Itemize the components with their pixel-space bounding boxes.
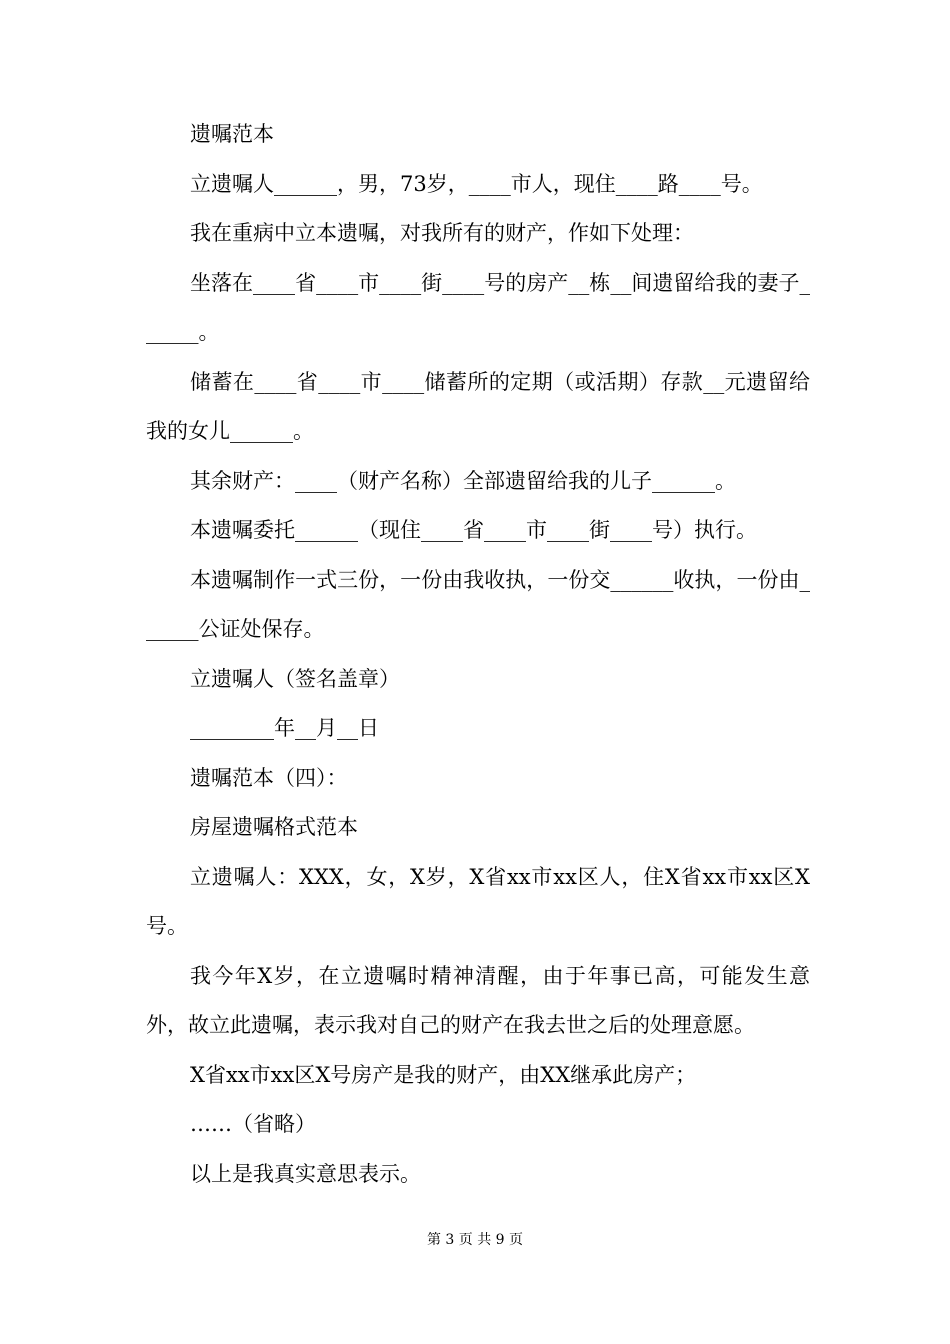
paragraph-closing: 以上是我真实意思表示。 [190, 1161, 421, 1186]
paragraph-executor: 本遗嘱委托______（现住____省____市____街____号）执行。 [190, 518, 757, 542]
paragraph-copies: 本遗嘱制作一式三份，一份由我收执，一份交______收执，一份由______公证处保存。 [146, 567, 810, 641]
paragraph-house-template-title: 房屋遗嘱格式范本 [190, 815, 358, 839]
paragraph-sample-four: 遗嘱范本（四）： [190, 765, 348, 790]
page-footer: 第 3 页 共 9 页 [426, 1232, 524, 1248]
paragraph-testator: 立遗嘱人______，男，73岁，____市人，现住____路____号。 [190, 171, 763, 196]
paragraph-statement: 我今年X岁，在立遗嘱时精神清醒，由于年事已高，可能发生意外，故立此遗嘱，表示我对自己的财产在我去世之后的处理意愿。 [146, 963, 810, 1037]
paragraph-testator-two: 立遗嘱人：XXX，女，X岁，X省xx市xx区人，住X省xx市xx区X号。 [146, 864, 810, 938]
paragraph-savings: 储蓄在____省____市____储蓄所的定期（或活期）存款__元遗留给我的女儿______。 [146, 369, 810, 443]
paragraph-intro: 我在重病中立本遗嘱，对我所有的财产，作如下处理： [190, 221, 694, 245]
paragraph-remaining: 其余财产：____（财产名称）全部遗留给我的儿子______。 [190, 468, 736, 493]
paragraph-property: X省xx市xx区X号房产是我的财产，由XX继承此房产； [190, 1062, 697, 1087]
paragraph-date: ________年__月__日 [190, 716, 379, 740]
paragraph-house: 坐落在____省____市____街____号的房产__栋__间遗留给我的妻子______。 [146, 270, 810, 344]
paragraph-omitted: ……（省略） [190, 1112, 316, 1136]
paragraph-signature: 立遗嘱人（签名盖章） [190, 666, 400, 691]
paragraph-title: 遗嘱范本 [190, 122, 274, 146]
document-body [146, 110, 810, 1199]
